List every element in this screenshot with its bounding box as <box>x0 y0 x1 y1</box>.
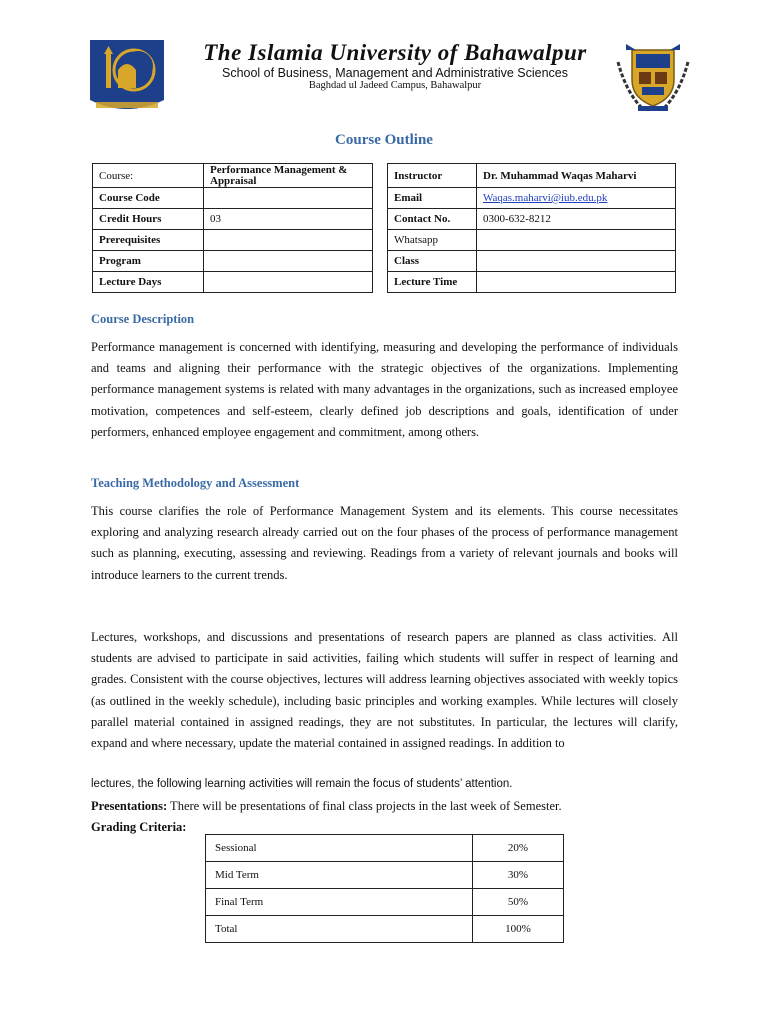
methodology-paragraph-2-end: lectures, the following learning activities will remain the focus of students’ attention. <box>91 778 513 790</box>
grade-item: Final Term <box>206 889 473 916</box>
table-row <box>206 835 564 862</box>
whatsapp-value <box>477 230 676 251</box>
grade-item: Total <box>206 916 473 943</box>
course-value: Performance Management & Appraisal <box>204 164 373 188</box>
teaching-methodology-heading: Teaching Methodology and Assessment <box>91 476 300 490</box>
table-row <box>93 251 676 272</box>
table-row <box>93 230 676 251</box>
lecture-time-label: Lecture Time <box>388 272 477 293</box>
school-name: School of Business, Management and Administrative Sciences <box>221 66 569 80</box>
page-title: Course Outline <box>335 132 433 148</box>
program-label: Program <box>93 251 204 272</box>
instructor-label: Instructor <box>388 164 477 188</box>
table-row <box>206 862 564 889</box>
methodology-paragraph-2: Lectures, workshops, and discussions and presentations of research papers are planned as class activities. All students are advised to participate in said activities, failing which students will suffer in respect of learning and grades. Consistent with the course objectives, lectures will address learning objectives associated with weekly topics (as outlined in the weekly schedule), including basic principles and working examples. While lectures will closely parallel material contained in assigned readings, they are not substitutes. In particular, the lectures will clarify, expand and where necessary, update the material contained in assigned readings. In addition to <box>91 630 678 751</box>
whatsapp-label: Whatsapp <box>388 230 477 251</box>
credit-hours-label: Credit Hours <box>93 209 204 230</box>
instructor-value: Dr. Muhammad Waqas Maharvi <box>477 164 676 188</box>
class-label: Class <box>388 251 477 272</box>
grade-weight: 20% <box>473 835 564 862</box>
grade-item: Mid Term <box>206 862 473 889</box>
table-row <box>93 209 676 230</box>
presentations-line <box>91 799 562 814</box>
credit-hours-value: 03 <box>204 209 373 230</box>
course-description-text: Performance management is concerned with identifying, measuring and developing the performance of individuals and teams and aligning their performance with the strategic objectives of the organizations. Implementing performance management systems is related with many advantages in the organizations, such as increased employee motivation, competences and self-esteem, clearly defined job descriptions and goals, identification of under performers, enhanced employee engagement and commitment, among others. <box>91 340 678 439</box>
grading-criteria-heading: Grading Criteria: <box>91 820 187 834</box>
course-description-heading: Course Description <box>91 312 195 326</box>
class-value <box>477 251 676 272</box>
prerequisites-label: Prerequisites <box>93 230 204 251</box>
course-code-value <box>204 188 373 209</box>
course-label: Course: <box>93 164 204 188</box>
lecture-time-value <box>477 272 676 293</box>
presentations-text: There will be presentations of final class projects in the last week of Semester. <box>167 799 562 813</box>
lecture-days-label: Lecture Days <box>93 272 204 293</box>
methodology-paragraph-1: This course clarifies the role of Performance Management System and its elements. This course necessitates exploring and analyzing research already carried out on the four phases of the process of performance management such as planning, executing, assessing and reviewing. Readings from a variety of relevant journals and books will introduce learners to the current trends. <box>91 504 678 582</box>
contact-value: 0300-632-8212 <box>477 209 676 230</box>
table-row <box>206 916 564 943</box>
course-code-label: Course Code <box>93 188 204 209</box>
lecture-days-value <box>204 272 373 293</box>
table-row <box>93 272 676 293</box>
grade-weight: 100% <box>473 916 564 943</box>
table-row <box>206 889 564 916</box>
table-row <box>93 188 676 209</box>
prerequisites-value <box>204 230 373 251</box>
program-value <box>204 251 373 272</box>
email-label: Email <box>388 188 477 209</box>
grade-item: Sessional <box>206 835 473 862</box>
course-info-table <box>92 163 676 293</box>
contact-label: Contact No. <box>388 209 477 230</box>
campus-name: Baghdad ul Jadeed Campus, Bahawalpur <box>308 80 482 91</box>
grade-weight: 30% <box>473 862 564 889</box>
grading-table <box>205 834 564 943</box>
email-link[interactable]: Waqas.maharvi@iub.edu.pk <box>483 192 608 204</box>
table-row <box>93 164 676 188</box>
university-name: The Islamia University of Bahawalpur <box>203 40 587 65</box>
email-value[interactable] <box>477 188 676 209</box>
grade-weight: 50% <box>473 889 564 916</box>
presentations-label: Presentations: <box>91 799 168 813</box>
